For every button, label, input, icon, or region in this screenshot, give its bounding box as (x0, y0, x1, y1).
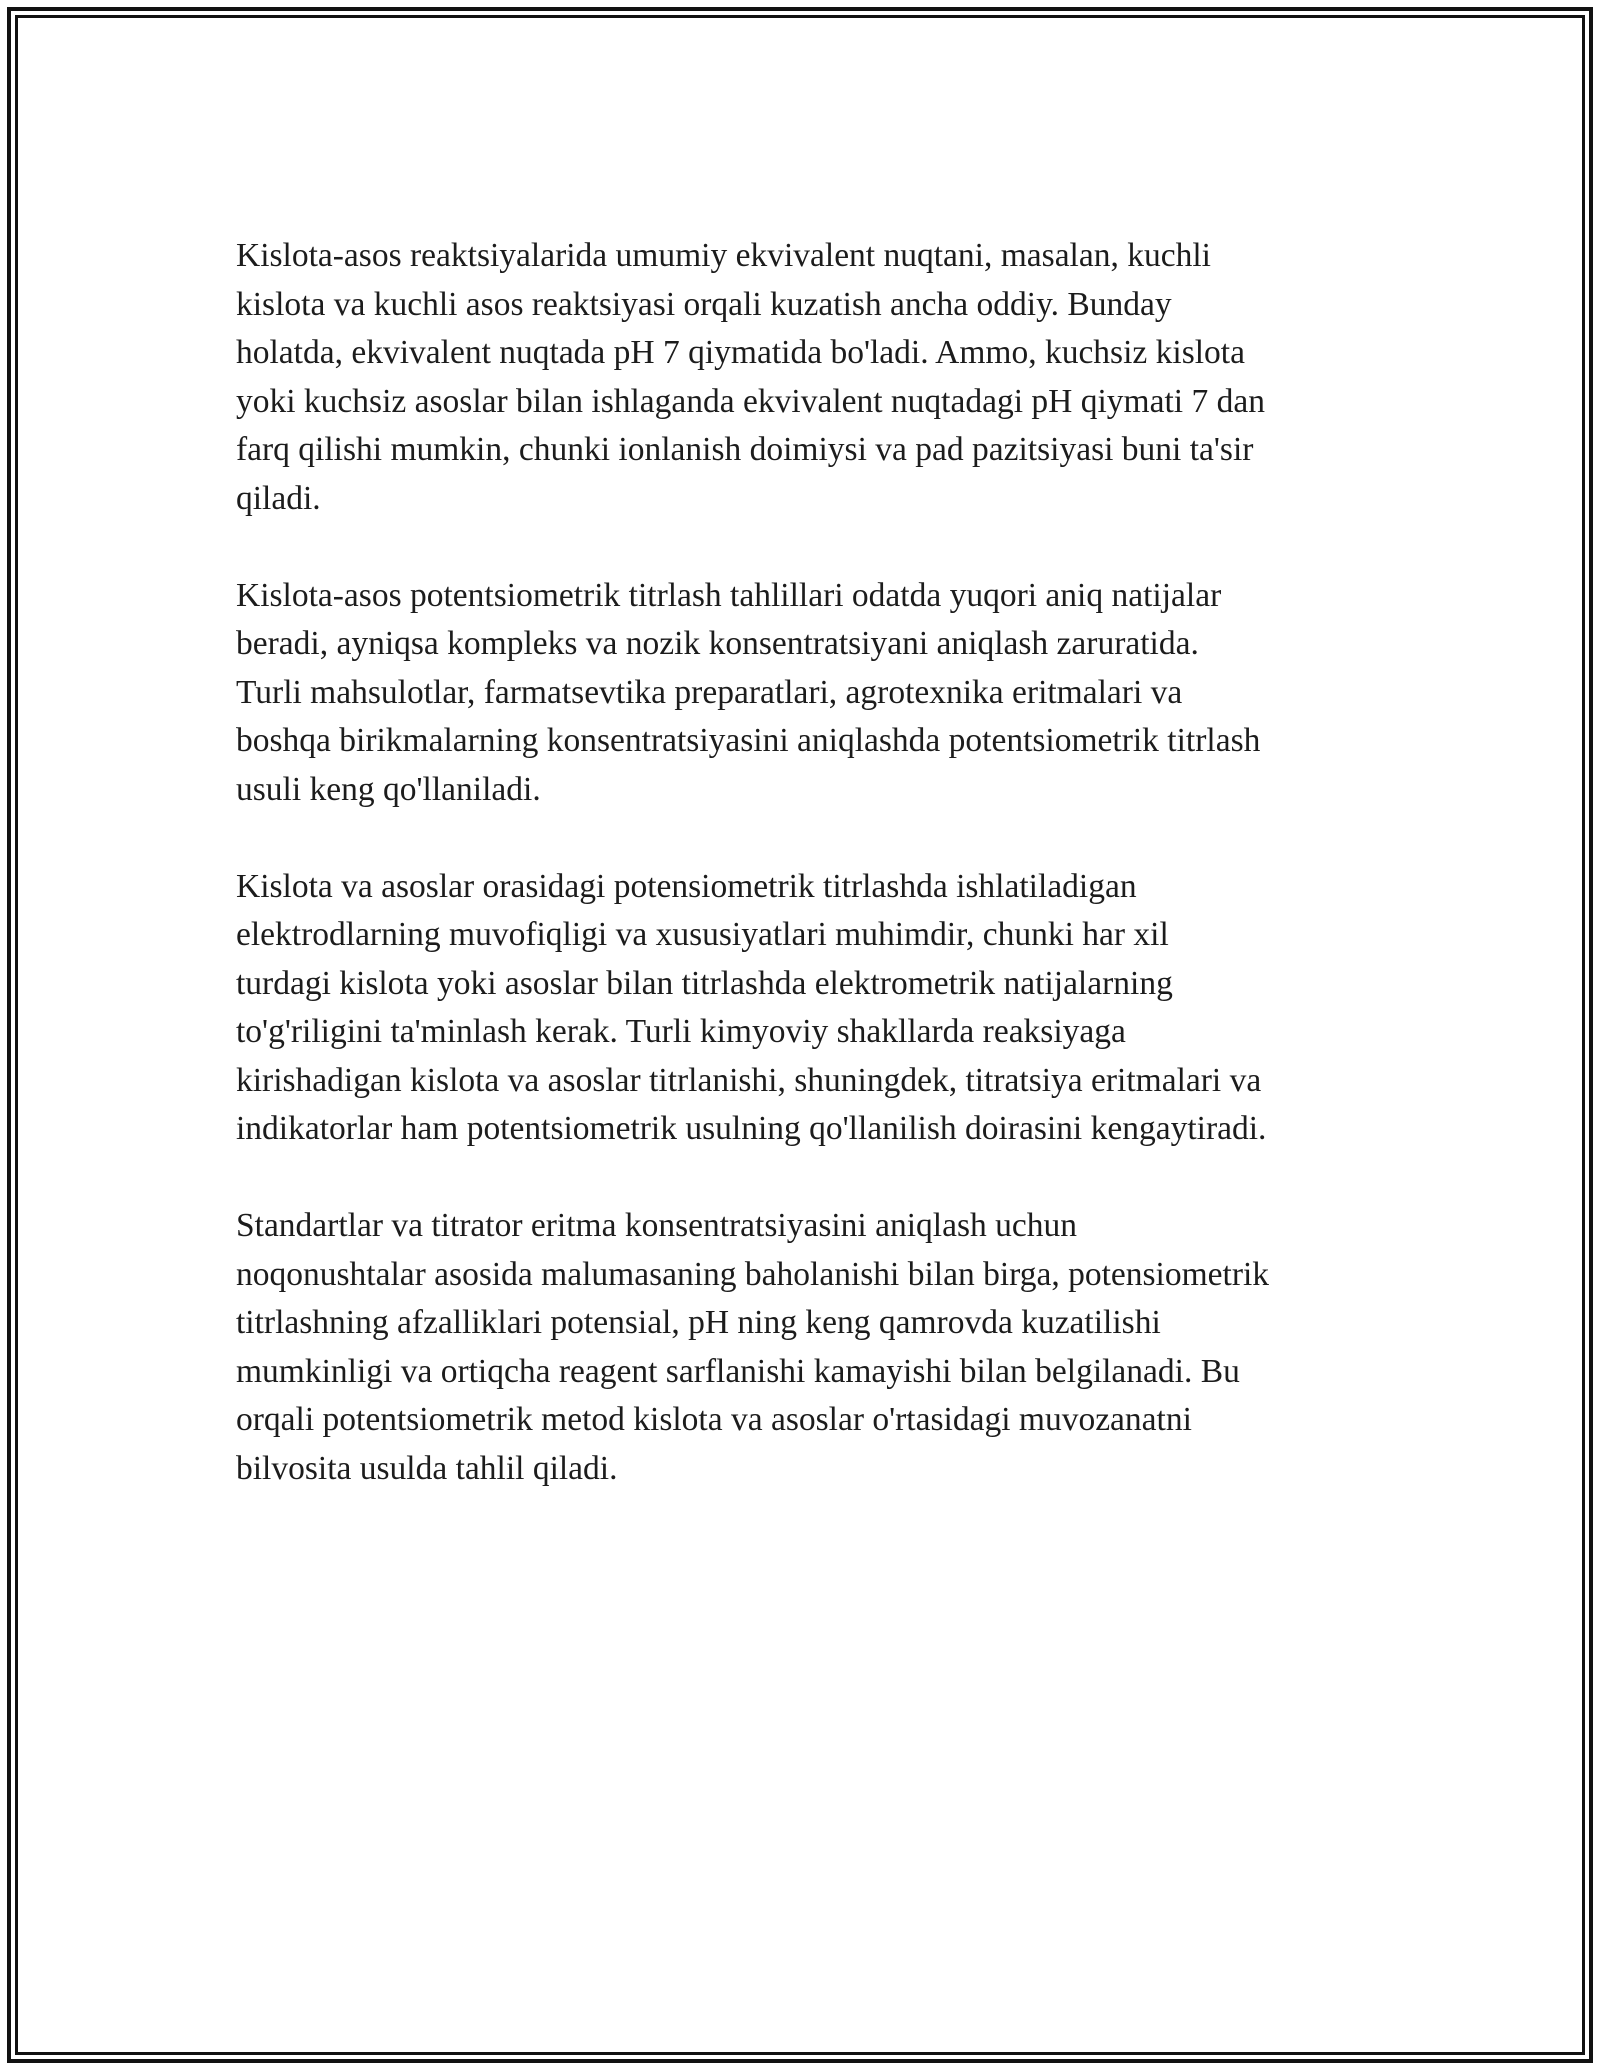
paragraph-3: Kislota va asoslar orasidagi potensiometrik titrlashda ishlatiladigan elektrodlarning muvofiqligi va xususiyatlari muhimdir, chunki har xil turdagi kislota yoki asoslar bilan titrlashda elektrometrik natijalarning to'g'riligini ta'minlash kerak. Turli kimyoviy shakllarda reaksiyaga kirishadigan kislota va asoslar titrlanishi, shuningdek, titratsiya eritmalari va indikatorlar ham potentsiometrik usulning qo'llanilish doirasini kengaytiradi. (236, 867, 1267, 1147)
document-body (236, 232, 1376, 1542)
paragraph-1: Kislota-asos reaktsiyalarida umumiy ekvivalent nuqtani, masalan, kuchli kislota va kuchli asos reaktsiyasi orqali kuzatish ancha oddiy. Bunday holatda, ekvivalent nuqtada pH 7 qiymatida bo'ladi. Ammo, kuchsiz kislota yoki kuchsiz asoslar bilan ishlaganda ekvivalent nuqtadagi pH qiymati 7 dan farq qilishi mumkin, chunki ionlanish doimiysi va pad pazitsiyasi buni ta'sir qiladi. (236, 237, 1265, 517)
paragraph-4: Standartlar va titrator eritma konsentratsiyasini aniqlash uchun noqonushtalar asosida malumasaning baholanishi bilan birga, potensiometrik titrlashning afzalliklari potensial, pH ning keng qamrovda kuzatilishi mumkinligi va ortiqcha reagent sarflanishi kamayishi bilan belgilanadi. Bu orqali potentsiometrik metod kislota va asoslar o'rtasidagi muvozanatni bilvosita usulda tahlil qiladi. (236, 1207, 1270, 1487)
paragraph-2: Kislota-asos potentsiometrik titrlash tahlillari odatda yuqori aniq natijalar beradi, ayniqsa kompleks va nozik konsentratsiyani aniqlash zaruratida. Turli mahsulotlar, farmatsevtika preparatlari, agrotexnika eritmalari va boshqa birikmalarning konsentratsiyasini aniqlashda potentsiometrik titrlash usuli keng qo'llaniladi. (236, 576, 1261, 808)
